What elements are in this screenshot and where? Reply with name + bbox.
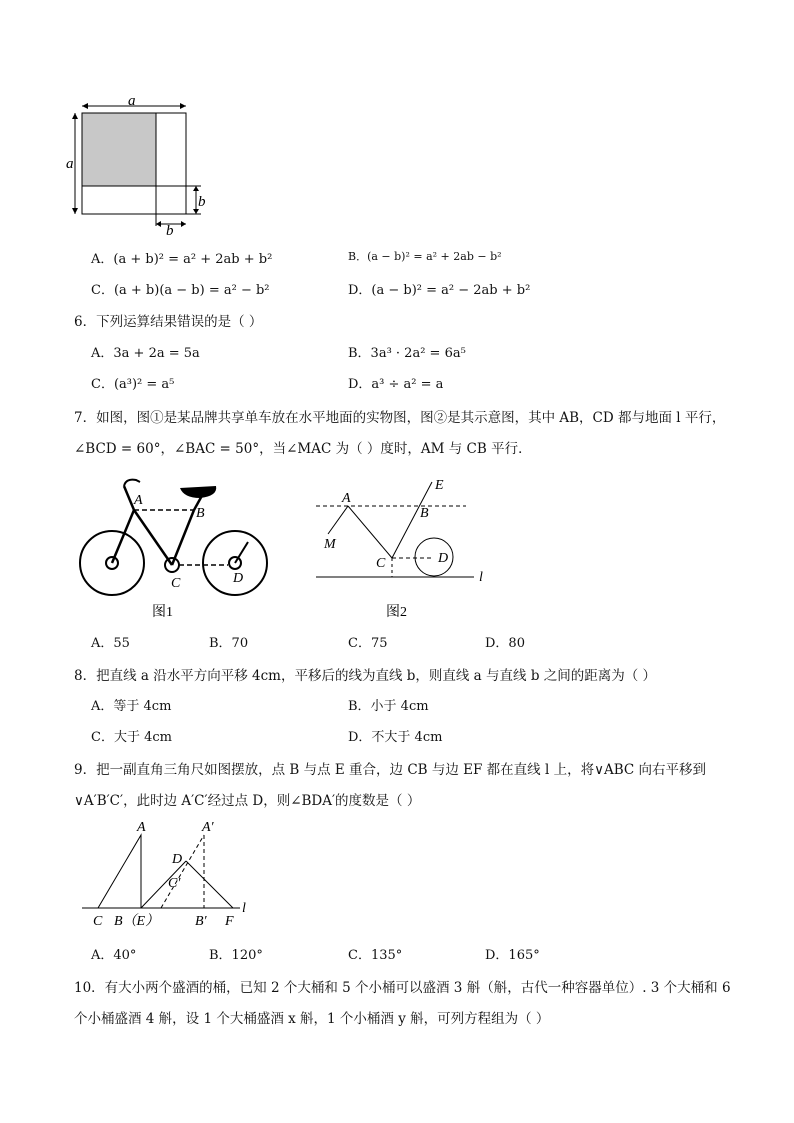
tri-label-c: C xyxy=(93,914,103,929)
q10-stem-line1: 10．有大小两个盛酒的桶，已知 2 个大桶和 5 个小桶可以盛酒 3 斛（斛，古代一种容器单位）. 3 个大桶和 6 xyxy=(74,980,731,996)
q8-option-a[interactable]: A．等于 4cm xyxy=(91,699,172,714)
tri-label-d: D xyxy=(172,852,183,867)
bike-label-c: C xyxy=(171,576,181,591)
q5-option-b[interactable]: B．(a − b)² = a² + 2ab − b² xyxy=(348,250,502,263)
label-b-right: b xyxy=(198,194,206,210)
tri-label-b-e: B（E） xyxy=(114,914,160,929)
q8-option-d[interactable]: D．不大于 4cm xyxy=(348,730,443,745)
q9-option-b[interactable]: B．120° xyxy=(209,948,263,963)
q9-stem-line1: 9．把一副直角三角尺如图摆放，点 B 与点 E 重合，边 CB 与边 EF 都在直线 l 上，将∨ABC 向右平移到 xyxy=(74,762,706,778)
tri-label-f: F xyxy=(225,914,234,929)
schematic-label-l: l xyxy=(479,570,483,585)
label-b-bottom: b xyxy=(166,223,174,236)
figure1-caption: 图1 xyxy=(152,605,173,620)
label-a-top: a xyxy=(128,96,136,109)
q7-option-b[interactable]: B．70 xyxy=(209,636,249,651)
tri-label-b-prime: B′ xyxy=(195,914,207,929)
q9-option-d[interactable]: D．165° xyxy=(485,948,540,963)
q5-option-c[interactable]: C．(a + b)(a − b) = a² − b² xyxy=(91,283,270,298)
schematic-label-a: A xyxy=(342,491,351,506)
q7-stem-line1: 7．如图，图①是某品牌共享单车放在水平地面的实物图，图②是其示意图，其中 AB，CD 都与地面 l 平行， xyxy=(74,410,726,426)
q8-option-b[interactable]: B．小于 4cm xyxy=(348,699,429,714)
q8-stem: 8．把直线 a 沿水平方向平移 4cm，平移后的线为直线 b，则直线 a 与直线 b 之间的距离为（ ） xyxy=(74,668,657,684)
schematic-label-b: B xyxy=(420,506,429,521)
q5-option-a[interactable]: A．(a + b)² = a² + 2ab + b² xyxy=(91,252,273,267)
bike-label-d: D xyxy=(233,571,244,586)
label-a-left: a xyxy=(66,156,74,172)
tri-label-a: A xyxy=(137,820,146,835)
triangles-figure xyxy=(78,815,278,930)
q9-option-c[interactable]: C．135° xyxy=(348,948,403,963)
q5-option-d[interactable]: D．(a − b)² = a² − 2ab + b² xyxy=(348,283,531,298)
bicycle-figure xyxy=(76,470,276,625)
schematic-label-d: D xyxy=(438,551,449,566)
bike-label-b: B xyxy=(196,506,205,521)
q9-option-a[interactable]: A．40° xyxy=(91,948,137,963)
schematic-label-c: C xyxy=(376,556,386,571)
q9-stem-line2: ∨A′B′C′，此时边 A′C′经过点 D，则∠BDA′的度数是（ ） xyxy=(74,793,421,809)
q7-stem-line2: ∠BCD = 60°，∠BAC = 50°，当∠MAC 为（ ）度时，AM 与 CB 平行． xyxy=(74,441,532,457)
q7-option-d[interactable]: D．80 xyxy=(485,636,525,651)
q10-stem-line2: 个小桶盛酒 4 斛，设 1 个大桶盛酒 x 斛，1 个小桶酒 y 斛，可列方程组为（ ） xyxy=(74,1011,550,1027)
q6-option-c[interactable]: C．(a³)² = a⁵ xyxy=(91,377,175,392)
tri-label-c-prime: C′ xyxy=(168,876,181,891)
q6-stem: 6．下列运算结果错误的是（ ） xyxy=(74,314,263,330)
bike-label-a: A xyxy=(134,493,143,508)
q7-option-c[interactable]: C．75 xyxy=(348,636,388,651)
q7-option-a[interactable]: A．55 xyxy=(91,636,130,651)
tri-label-l: l xyxy=(242,901,246,916)
figure2-caption: 图2 xyxy=(386,605,407,620)
q6-option-a[interactable]: A．3a + 2a = 5a xyxy=(91,346,200,361)
q8-option-c[interactable]: C．大于 4cm xyxy=(91,730,172,745)
schematic-label-e: E xyxy=(435,478,444,493)
q6-option-d[interactable]: D．a³ ÷ a² = a xyxy=(348,377,444,392)
tri-label-a-prime: A′ xyxy=(202,820,214,835)
schematic-label-m: M xyxy=(324,537,336,552)
bicycle-schematic-figure xyxy=(306,476,506,626)
q6-option-b[interactable]: B．3a³ · 2a² = 6a⁵ xyxy=(348,346,466,361)
square-figure xyxy=(66,96,216,236)
